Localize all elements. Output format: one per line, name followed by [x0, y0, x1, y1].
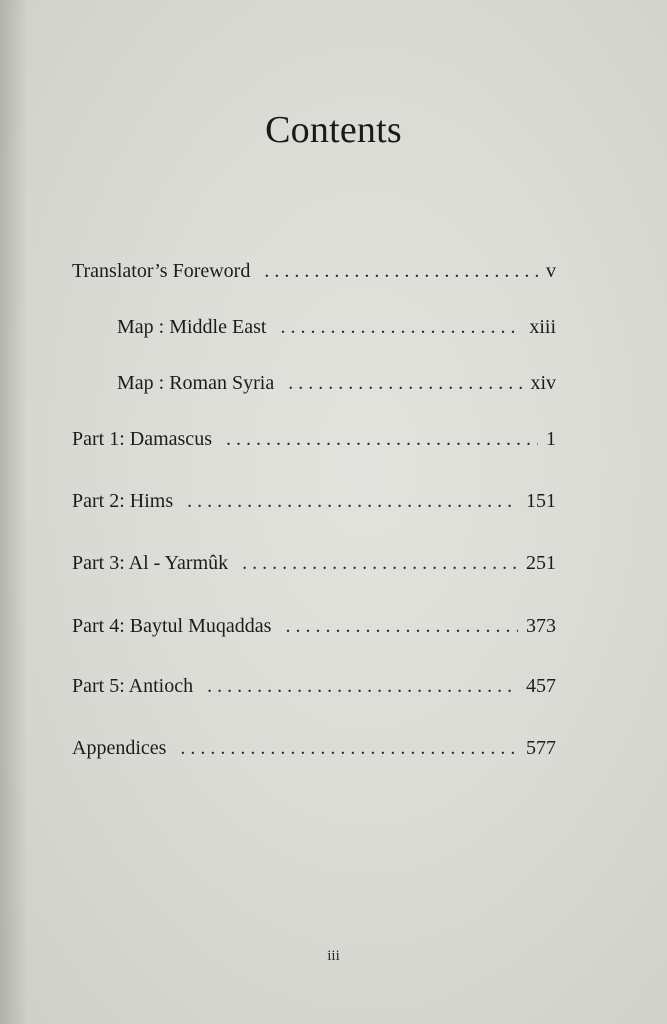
toc-entry-page-number: 457	[526, 675, 556, 697]
toc-dot-leader	[187, 488, 518, 514]
toc-entry-page-number: 251	[526, 552, 556, 574]
toc-dot-leader	[226, 426, 538, 452]
toc-entry-part-1	[72, 426, 556, 452]
toc-entry-appendices	[72, 735, 556, 761]
toc-entry-part-2	[72, 488, 556, 514]
toc-entry-label: Appendices	[72, 737, 167, 759]
toc-entry-label: Part 4: Baytul Muqaddas	[72, 615, 272, 637]
toc-entry-page-number: 1	[546, 428, 556, 450]
toc-dot-leader	[207, 673, 518, 699]
toc-dot-leader	[264, 258, 538, 284]
toc-dot-leader	[288, 370, 522, 396]
toc-entry-part-3	[72, 550, 556, 576]
toc-entry-label: Part 5: Antioch	[72, 675, 194, 697]
toc-entry-label: Map : Roman Syria	[117, 372, 275, 394]
toc-entry-map-roman-syria	[117, 370, 556, 396]
page-number-folio: iii	[327, 948, 340, 964]
toc-entry-page-number: xiv	[530, 372, 556, 394]
toc-entry-page-number: 151	[526, 490, 556, 512]
toc-entry-translators-foreword	[72, 258, 556, 284]
toc-entry-part-5	[72, 673, 556, 699]
toc-entry-label: Part 1: Damascus	[72, 428, 212, 450]
toc-entry-map-middle-east	[117, 314, 556, 340]
toc-entry-label: Part 3: Al - Yarmûk	[72, 552, 229, 574]
toc-entry-page-number: xiii	[529, 316, 556, 338]
toc-entry-part-4	[72, 613, 556, 639]
toc-dot-leader	[285, 613, 518, 639]
toc-entry-page-number: v	[546, 260, 556, 282]
toc-dot-leader	[242, 550, 518, 576]
toc-entry-page-number: 577	[526, 737, 556, 759]
toc-dot-leader	[280, 314, 521, 340]
toc-dot-leader	[180, 735, 518, 761]
toc-entry-page-number: 373	[526, 615, 556, 637]
toc-entry-label: Translator’s Foreword	[72, 260, 251, 282]
toc-entry-label: Map : Middle East	[117, 316, 267, 338]
page-title: Contents	[265, 109, 402, 151]
toc-entry-label: Part 2: Hims	[72, 490, 174, 512]
